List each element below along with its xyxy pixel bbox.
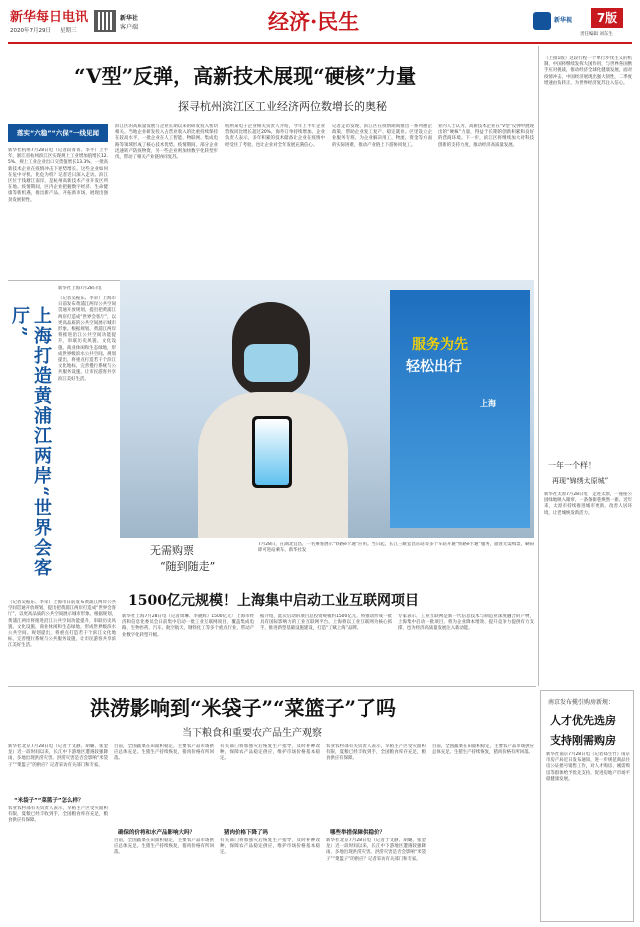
bottom-body-e2: 新华社北京7月28日电（记者于文静、胡璐、张金龙）近一段时间以来，长江中下游地区遭遇较强降雨，多地出现洪涝灾害。洪涝灾害是否会影响“米袋子”“菜篮子”的供应？记者采访有关部门和专家。	[326, 838, 426, 862]
bottom-headline: 洪涝影响到“米袋子”“菜篮子”了吗	[90, 696, 397, 720]
bottom-subhead-4: 哪些举措保障供稳价？	[330, 830, 386, 836]
news-photo	[120, 280, 534, 538]
right-bottom-title2: 支持刚需购房	[550, 734, 616, 747]
masthead	[0, 0, 640, 44]
lead-col5: 业内人士认为，高新技术企业在“V型”反弹中展现出的“硬核”力量，得益于长期的创新积累和良好的营商环境。下一步，滨江区将继续加大对科技创新的支持力度，推动经济高质量发展。	[438, 124, 534, 148]
photo-banner-line2: 轻松出行	[406, 359, 462, 375]
photo-banner-line3: 上海	[480, 399, 496, 408]
mid-body-a: 新华社上海7月28日电（记者周琳、李晓辉）1500亿元！上海市经济和信息化委员会日前集中启动一批工业互联网项目，覆盖集成电路、生物医药、汽车、航空航天、钢铁化工等多个重点行业，带动产业数字化转型升级。	[122, 614, 254, 638]
photo-caption-text: 7月28日，在湖北宜昌，一名乘客展示“铁路e卡通”应用。当日起，长江三峡宜昌东站等多个车站开通“铁路e卡通”服务，旅客无需购票，刷码即可进站乘车。新华社发	[258, 542, 534, 554]
bottom-body-f: 目前，全国蔬菜在田面积稳定，主要农产品市场供应总体充足。生猪生产持续恢复，猪肉价格有所回落。	[432, 744, 534, 756]
mid-body-b: 据介绍，此次启动的项目总投资规模约1500亿元，将推动形成一批具有国际影响力的工业互联网平台。上海将以工业互联网为核心抓手，推进新型基础设施建设，打造“工赋上海”品牌。	[260, 614, 392, 632]
left-feature-body: （记者吴振东、李荣）上海市日前发布黄浦江两岸公共空间贯通开放规划，提出把黄浦江两岸打造成“世界会客厅”，以更高品质的公共空间展示城市形象。根据规划，黄浦江两岸将推进沿江公共空间功能提升，串联历史风貌、文化设施、商业休闲和生态绿地，形成世界级滨水公共空间。规划提出，将重点打造若干个滨江文化地标，完善慢行系统与公共服务设施，让市民游客共享滨江美好生活。	[58, 296, 116, 382]
photo-face-mask	[244, 344, 298, 382]
bottom-body-d: 有关部门将加强灾后恢复生产指导，及时补种改种，保障农产品稳定供应，维护市场价格基本稳定。	[220, 744, 320, 762]
right-bottom-body: 新华社南京7月28日电（记者郑生竹）南京市房产局近日发布通知，进一步规范商品住房公证摇号销售工作，对人才购房、刚需购房等群体给予优先支持，促进房地产市场平稳健康发展。	[546, 752, 630, 782]
left-feature-body-col2: （记者吴振东、李荣）上海市日前发布黄浦江两岸公共空间贯通开放规划，提出把黄浦江两岸打造成“世界会客厅”，以更高品质的公共空间展示城市形象。根据规划，黄浦江两岸将推进沿江公共空间功能提升，串联历史风貌、文化设施、商业休闲和生态绿地，形成世界级滨水公共空间。规划提出，将重点打造若干个滨江文化地标，完善慢行系统与公共服务设施，让市民游客共享滨江美好生活。	[8, 600, 116, 649]
page-number-badge	[591, 8, 623, 28]
editor-line: 责任编辑 刘东生	[580, 32, 613, 37]
app-subtitle: 客户端	[120, 24, 139, 31]
page-number: 7版	[596, 11, 618, 25]
masthead-rule	[8, 42, 632, 44]
xinhua-logo-icon	[533, 12, 551, 30]
bottom-subhead-1: “米袋子”“菜篮子”怎么样？	[14, 798, 84, 804]
paper-name: 新华每日电讯	[10, 10, 89, 25]
bottom-subhead-3: 确保的价将和水产品影响大吗？	[118, 830, 196, 836]
app-name: 新华社	[120, 15, 139, 22]
photo-banner-line1: 服务为先	[412, 337, 468, 353]
lead-col2: 滨江区的高质量发展与企业长期以来的研发投入密切相关。当地企业研发投入占营业收入的比重持续保持在较高水平，一批企业在人工智能、物联网、集成电路等领域形成了核心技术优势。疫情期间，部分企业迅速转产防疫物资，另一些企业则加快数字化转型步伐，带动了相关产业链协同复苏。	[115, 124, 218, 161]
bottom-body-b: 农业农村部有关负责人表示，早稻主产区受灾面积有限，夏粮已经丰收到手，全国粮食库存充足，粮食供应有保障。	[8, 806, 108, 824]
mid-body-c: 专家表示，工业互联网是新一代信息技术与制造业深度融合的产物，上海集中启动一批项目，将为企业降本增效、提升竞争力提供有力支撑，也为经济高质量发展注入新动能。	[398, 614, 534, 632]
lead-col4: 记者走访发现，滨江区在疫情期间推出一系列惠企政策，帮助企业复工复产、稳定就业。区里设立企业服务专班，为企业解决用工、物流、资金等方面的实际困难，推动产业链上下游协同复工。	[332, 124, 432, 148]
bottom-body-c2: 目前，全国蔬菜在田面积稳定，主要农产品市场供应总体充足。生猪生产持续恢复，猪肉价格有所回落。	[114, 838, 214, 856]
right-quote-line: 一年一个样！	[548, 461, 596, 470]
left-feature-title: 上海打造黄浦江两岸“世界会客厅”	[9, 306, 52, 579]
logo-text: 新华视	[554, 17, 573, 24]
lead-col3: 杭州某电子企业相关负责人介绍，今年上半年企业营收同比增长超过20%，海外订单持续增加。企业负责人表示，多年积累的技术储备让企业在疫情中经受住了考验，也让企业对全年发展充满信心。	[225, 124, 325, 148]
right-top-body: （上接1版）这段行程一个单行步伐主义的机制，中国将继续发挥大国作用，与世界各国携手应对挑战，推动经济全球化健康发展。面对疫情冲击，中国经济展现出强大韧性，二季度增速由负转正，为世界经济复苏注入信心。	[544, 56, 632, 86]
issue-weekday: 星期三	[60, 28, 77, 34]
section-title: 经济·民生	[268, 9, 360, 34]
bottom-subheadline: 当下粮食和重要农产品生产观察	[182, 728, 322, 739]
bottom-body-d2: 有关部门将加强灾后恢复生产指导，及时补种改种，保障农产品稳定供应，维护市场价格基本稳定。	[220, 838, 320, 856]
bottom-body-e: 农业农村部有关负责人表示，早稻主产区受灾面积有限，夏粮已经丰收到手，全国粮食库存充足，粮食供应有保障。	[326, 744, 426, 762]
lead-col1: 新华社杭州7月28日电（记者段菁菁、李平）上半年，浙江省杭州滨江区实现规上工业增加值增长12.5%、规上工业企业出口交货值增长13.3%，一批高新技术企业在疫情冲击下逆势增长。这些企业如何在危中寻机、化危为机？记者近日深入走访。滨江区位于钱塘江南岸，是杭州高新技术产业开发区所在地。疫情期间，区内企业把握数字经济、生命健康等新机遇，推出新产品、开拓新市场，展现出强劲发展韧性。	[8, 148, 108, 203]
issue-date: 2020年7月29日	[10, 28, 51, 34]
mid-headline: 1500亿元规模！上海集中启动工业互联网项目	[128, 593, 419, 609]
bottom-article-rule	[8, 686, 536, 687]
right-quote-body: 新华社太原7月28日电 走进太原，一座座公园绿地映入眼帘，一条条街巷焕然一新。近年来，太原市持续推进城市更新，改善人居环境，让老城焕发新活力。	[544, 492, 632, 516]
photo-phone	[252, 416, 292, 488]
lead-headline: “V型”反弹，高新技术展现“硬核”力量	[74, 64, 417, 88]
right-bottom-kicker: 南京发布揽引购房新规：	[548, 699, 615, 706]
right-bottom-title1: 人才优先选房	[550, 714, 616, 727]
bottom-body-c: 目前，全国蔬菜在田面积稳定，主要农产品市场供应总体充足。生猪生产持续恢复，猪肉价格有所回落。	[114, 744, 214, 762]
lead-subheadline: 探寻杭州滨江区工业经济两位数增长的奥秘	[178, 100, 387, 113]
photo-banner-bg	[390, 290, 530, 528]
bottom-subhead-2: 猪肉价格下降了吗	[224, 830, 269, 836]
kicker-box	[8, 124, 108, 142]
kicker-label: 落实“六稳”“六保”一线见闻	[16, 129, 100, 137]
photo-caption-title1: 无需购票	[150, 544, 194, 557]
photo-caption-title2: “随到随走”	[160, 560, 216, 573]
qr-code-icon	[94, 10, 116, 32]
right-quote-sub: 再现“锦绣太原城”	[552, 477, 609, 485]
left-feature-dateline: 新华社上海7月28日电	[58, 286, 102, 291]
right-column-divider	[538, 46, 539, 686]
bottom-body-a: 新华社北京7月28日电（记者于文静、胡璐、张金龙）近一段时间以来，长江中下游地区遭遇较强降雨，多地出现洪涝灾害。洪涝灾害是否会影响“米袋子”“菜篮子”的供应？记者采访有关部门和专家。	[8, 744, 108, 768]
